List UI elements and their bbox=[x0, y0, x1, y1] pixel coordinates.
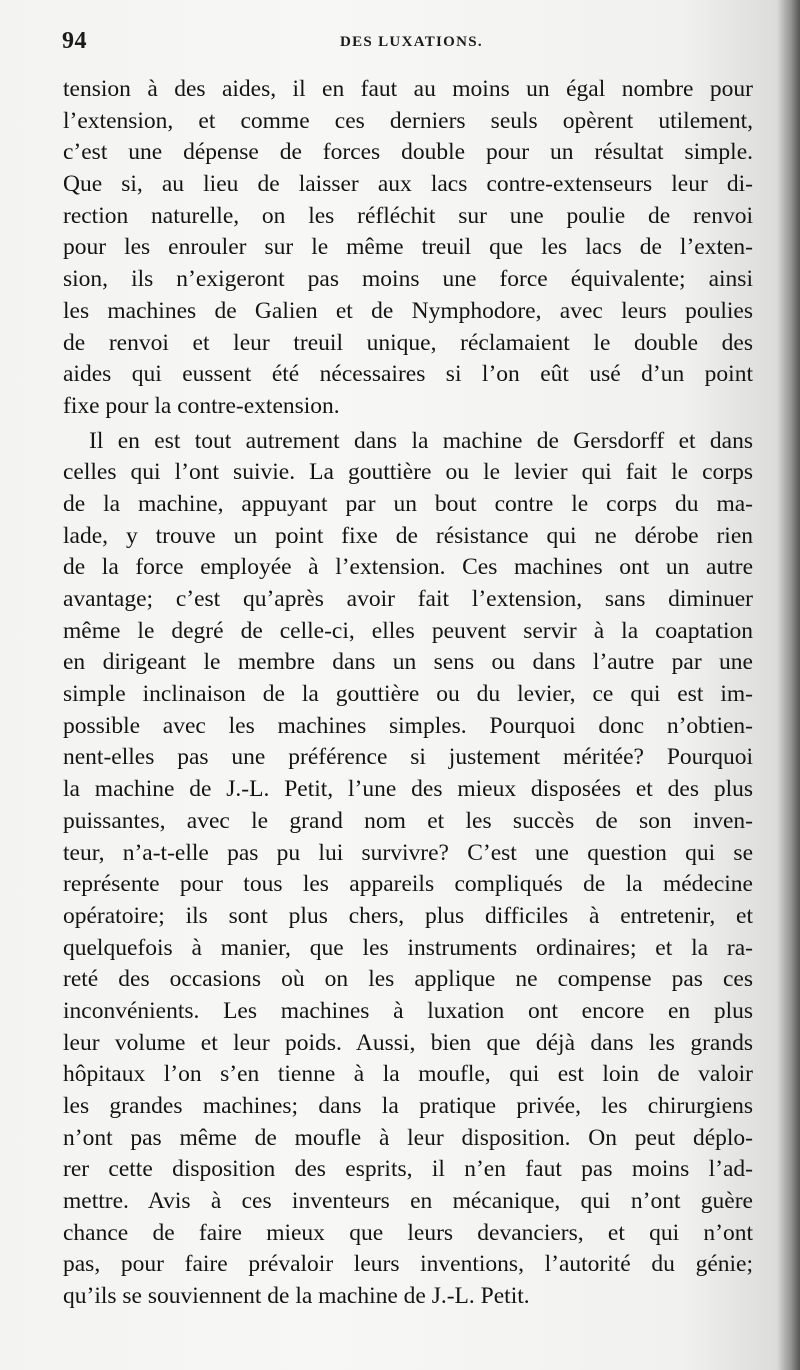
page-header bbox=[62, 28, 752, 62]
text-line: hôpitaux l’on s’en tienne à la moufle, qui est loin de valoir bbox=[63, 1061, 753, 1088]
text-line: mettre. Avis à ces inventeurs en mécanique, qui n’ont guère bbox=[63, 1188, 753, 1215]
text-line: pas, pour faire prévaloir leurs inventions, l’autorité du génie; bbox=[63, 1251, 753, 1278]
text-line: avantage; c’est qu’après avoir fait l’extension, sans diminuer bbox=[63, 586, 753, 612]
text-line: puissantes, avec le grand nom et les succès de son inven- bbox=[63, 807, 753, 834]
text-line: l’extension, et comme ces derniers seuls opèrent utilement, bbox=[63, 107, 753, 134]
page-edge-shadow bbox=[778, 0, 800, 1370]
text-line: n’ont pas même de moufle à leur disposition. On peut déplo- bbox=[63, 1124, 753, 1151]
text-line: quelquefois à manier, que les instruments ordinaires; et la ra- bbox=[63, 934, 753, 961]
text-line: de renvoi et leur treuil unique, réclamaient le double des bbox=[63, 329, 753, 356]
text-line: inconvénients. Les machines à luxation ont encore en plus bbox=[63, 997, 753, 1024]
text-line: celles qui l’ont suivie. La gouttière ou le levier qui fait le corps bbox=[63, 459, 753, 486]
text-line: les machines de Galien et de Nymphodore, avec leurs poulies bbox=[63, 297, 753, 324]
text-line: Que si, au lieu de laisser aux lacs contre-extenseurs leur di- bbox=[63, 171, 753, 198]
text-line: reté des occasions où on les applique ne compense pas ces bbox=[63, 966, 753, 993]
text-line: représente pour tous les appareils compliqués de la médecine bbox=[63, 871, 753, 898]
text-line: fixe pour la contre-extension. bbox=[63, 392, 340, 419]
text-line: opératoire; ils sont plus chers, plus difficiles à entretenir, et bbox=[63, 902, 753, 929]
page-number: 94 bbox=[62, 28, 87, 54]
text-line: de la machine, appuyant par un bout contre le corps du ma- bbox=[63, 490, 753, 517]
text-line: sion, ils n’exigeront pas moins une force équivalente; ainsi bbox=[63, 266, 753, 293]
text-line: rer cette disposition des esprits, il n’en faut pas moins l’ad- bbox=[63, 1156, 753, 1183]
text-line: teur, n’a-t-elle pas pu lui survivre? C’est une question qui se bbox=[63, 839, 753, 866]
text-line: tension à des aides, il en faut au moins un égal nombre pour bbox=[63, 76, 753, 102]
text-line: de la force employée à l’extension. Ces machines ont un autre bbox=[63, 554, 753, 581]
body-text bbox=[63, 74, 753, 1313]
text-line: aides qui eussent été nécessaires si l’on eût usé d’un point bbox=[63, 361, 753, 388]
text-line: chance de faire mieux que leurs devanciers, et qui n’ont bbox=[63, 1219, 753, 1246]
text-line: leur volume et leur poids. Aussi, bien que déjà dans les grands bbox=[63, 1029, 753, 1056]
text-line: lade, y trouve un point fixe de résistance qui ne dérobe rien bbox=[63, 522, 753, 549]
running-head: DES LUXATIONS. bbox=[340, 34, 483, 50]
text-line: c’est une dépense de forces double pour un résultat simple. bbox=[63, 139, 753, 166]
text-line: même le degré de celle-ci, elles peuvent servir à la coaptation bbox=[63, 617, 753, 644]
text-line: simple inclinaison de la gouttière ou du levier, ce qui est im- bbox=[63, 681, 753, 708]
text-line: les grandes machines; dans la pratique privée, les chirurgiens bbox=[63, 1093, 753, 1119]
text-line: en dirigeant le membre dans un sens ou dans l’autre par une bbox=[63, 649, 753, 676]
text-line: possible avec les machines simples. Pourquoi donc n’obtien- bbox=[63, 712, 753, 739]
paragraph-first-line: Il en est tout autrement dans la machine de Gersdorff et dans bbox=[89, 427, 753, 454]
text-line: la machine de J.-L. Petit, l’une des mieux disposées et des plus bbox=[63, 776, 753, 803]
text-line: nent-elles pas une préférence si justement méritée? Pourquoi bbox=[63, 744, 753, 771]
text-line: qu’ils se souviennent de la machine de J.-L. Petit. bbox=[63, 1283, 530, 1310]
text-line: pour les enrouler sur le même treuil que les lacs de l’exten- bbox=[63, 234, 753, 261]
text-line: rection naturelle, on les réfléchit sur une poulie de renvoi bbox=[63, 202, 753, 229]
